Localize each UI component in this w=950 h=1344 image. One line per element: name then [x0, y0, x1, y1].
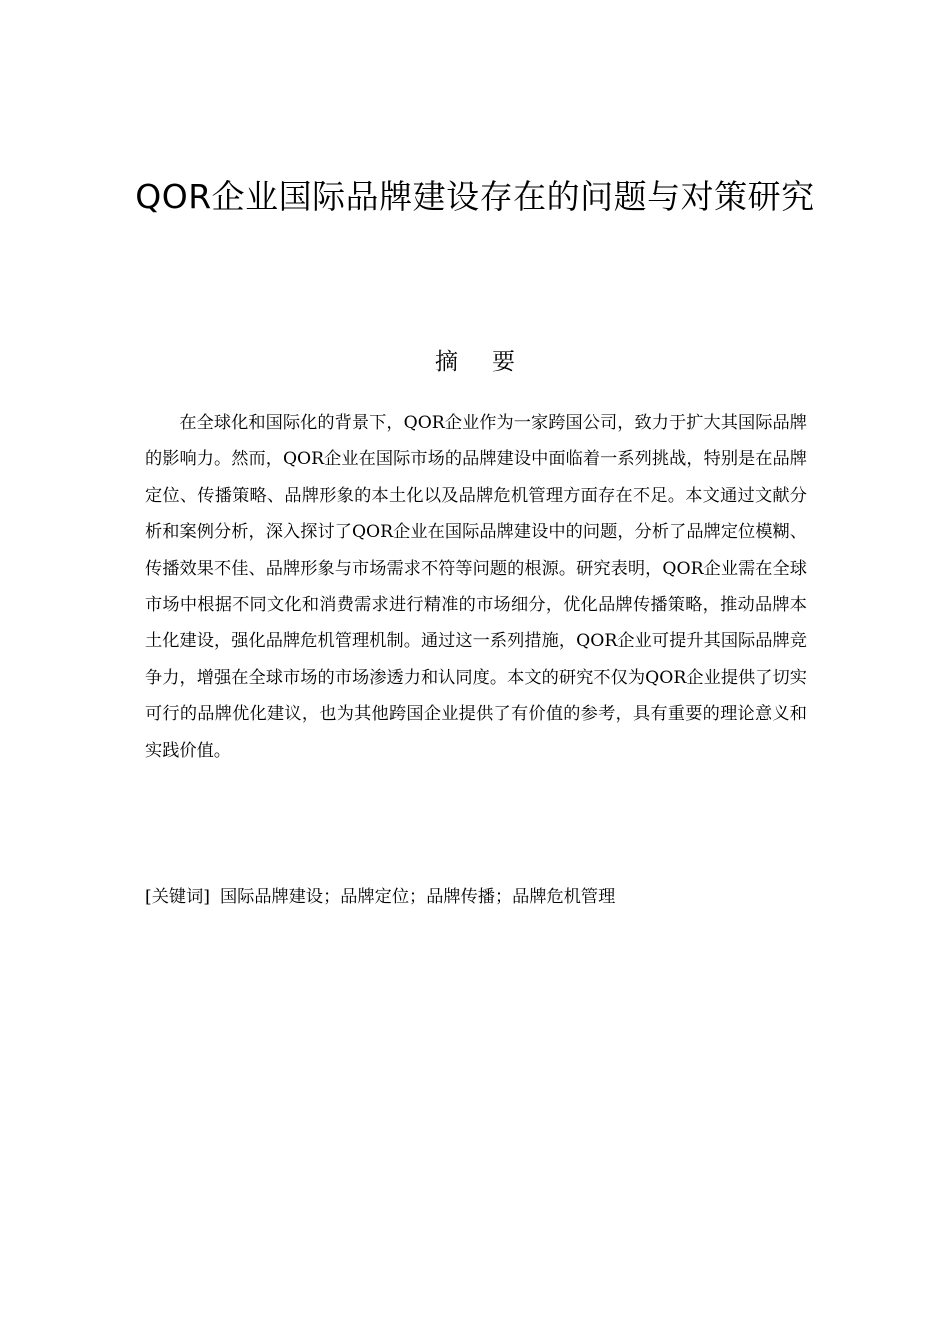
document-title: QOR企业国际品牌建设存在的问题与对策研究 — [135, 177, 815, 216]
abstract-body: 在全球化和国际化的背景下，QOR企业作为一家跨国公司，致力于扩大其国际品牌的影响力。然而，QOR企业在国际市场的品牌建设中面临着一系列挑战，特别是在品牌定位、传播策略、品牌形象的本土化以及品牌危机管理方面存在不足。本文通过文献分析和案例分析，深入探讨了QOR企业在国际品牌建设中的问题，分析了品牌定位模糊、传播效果不佳、品牌形象与市场需求不符等问题的根源。研究表明，QOR企业需在全球市场中根据不同文化和消费需求进行精准的市场细分，优化品牌传播策略，推动品牌本土化建设，强化品牌危机管理机制。通过这一系列措施，QOR企业可提升其国际品牌竞争力，增强在全球市场的市场渗透力和认同度。本文的研究不仅为QOR企业提供了切实可行的品牌优化建议，也为其他跨国企业提供了有价值的参考，具有重要的理论意义和实践价值。 — [145, 413, 807, 761]
keywords-line — [145, 882, 807, 912]
abstract-heading: 摘要 — [435, 349, 549, 375]
keywords-label: [关键词] — [145, 887, 210, 907]
keywords-list: 国际品牌建设；品牌定位；品牌传播；品牌危机管理 — [219, 887, 616, 907]
